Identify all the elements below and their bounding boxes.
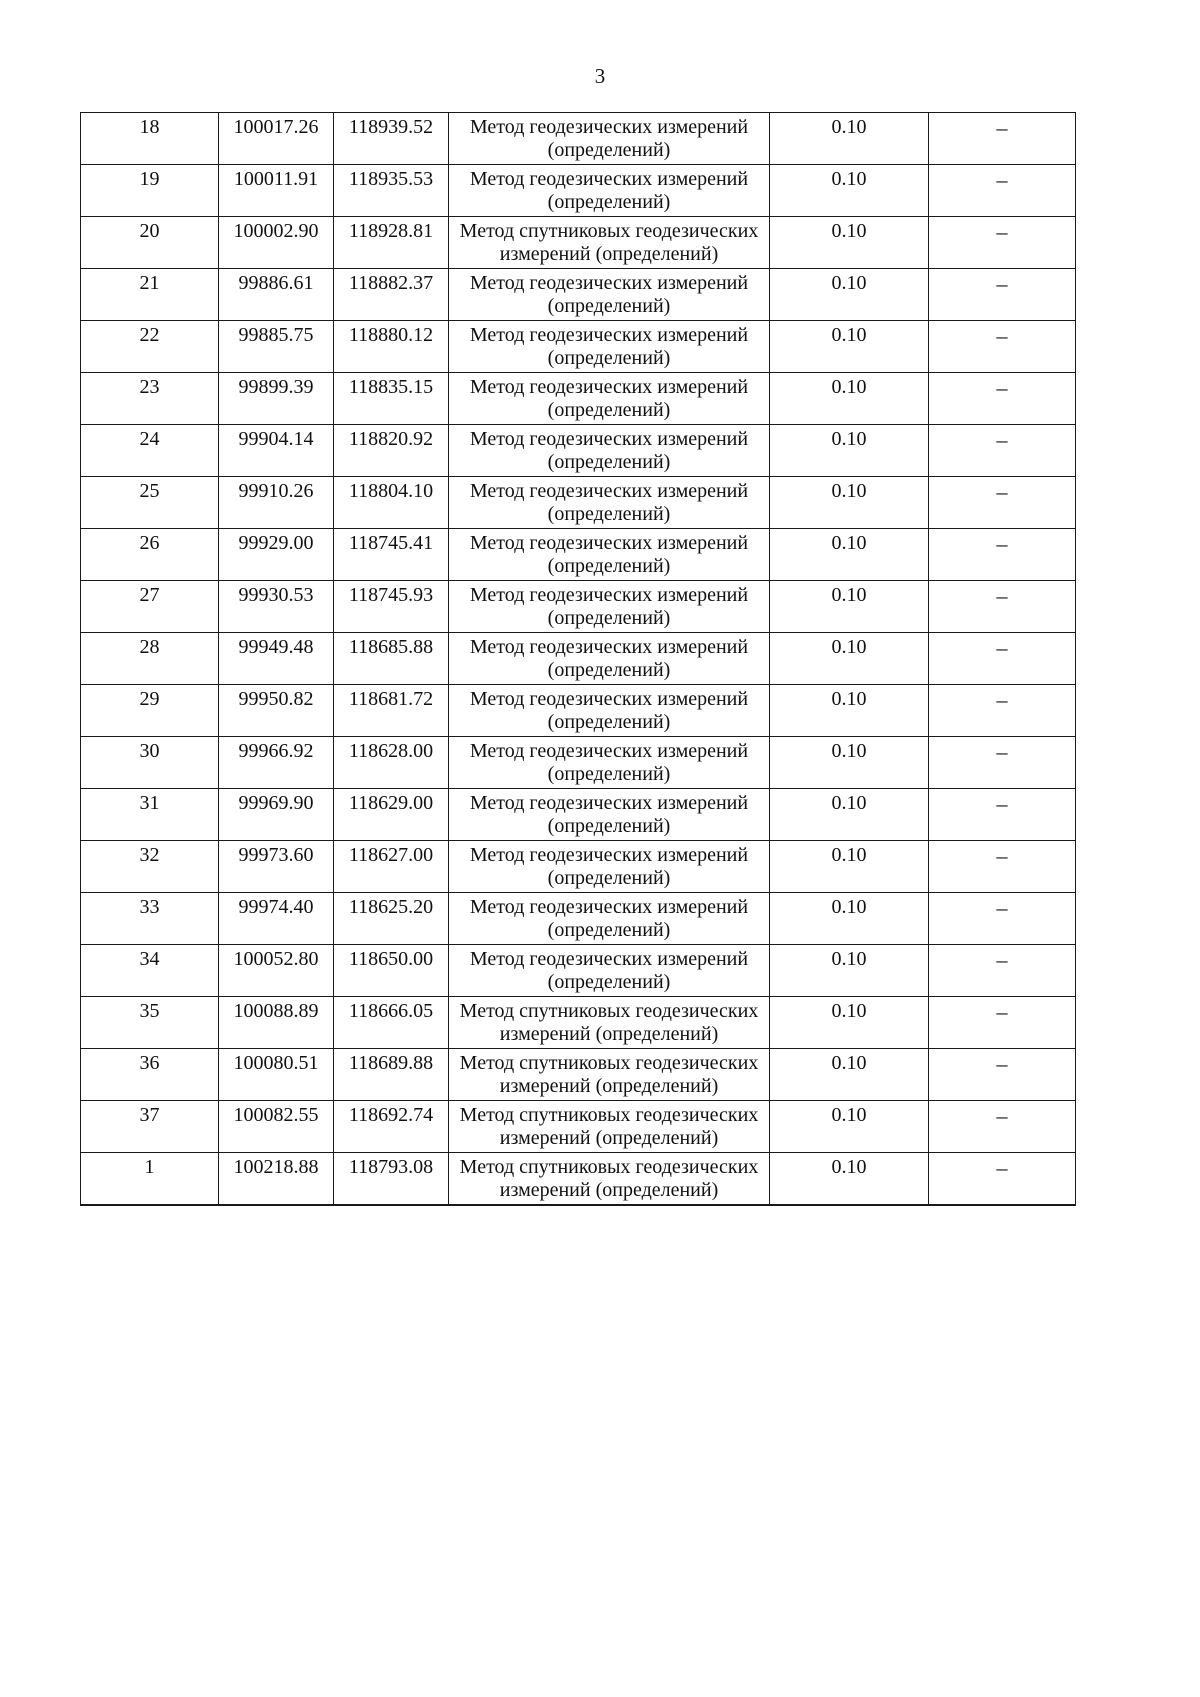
- note-cell: –: [929, 113, 1076, 165]
- y-coordinate-cell: 118650.00: [334, 945, 449, 997]
- table-body: [81, 113, 1076, 1206]
- point-number-cell: 36: [81, 1049, 219, 1101]
- method-cell: Метод спутниковых геодезических измерений (определений): [449, 1153, 770, 1206]
- accuracy-cell: 0.10: [770, 113, 929, 165]
- method-cell: Метод спутниковых геодезических измерений (определений): [449, 1049, 770, 1101]
- y-coordinate-cell: 118681.72: [334, 685, 449, 737]
- y-coordinate-cell: 118745.41: [334, 529, 449, 581]
- accuracy-cell: 0.10: [770, 1101, 929, 1153]
- method-cell: Метод геодезических измерений (определений): [449, 321, 770, 373]
- x-coordinate-cell: 99949.48: [219, 633, 334, 685]
- note-cell: –: [929, 893, 1076, 945]
- table-row: [81, 945, 1076, 997]
- accuracy-cell: 0.10: [770, 529, 929, 581]
- table-row: [81, 893, 1076, 945]
- point-number-cell: 30: [81, 737, 219, 789]
- y-coordinate-cell: 118745.93: [334, 581, 449, 633]
- point-number-cell: 31: [81, 789, 219, 841]
- accuracy-cell: 0.10: [770, 841, 929, 893]
- note-cell: –: [929, 321, 1076, 373]
- table-row: [81, 581, 1076, 633]
- x-coordinate-cell: 99966.92: [219, 737, 334, 789]
- y-coordinate-cell: 118804.10: [334, 477, 449, 529]
- method-cell: Метод геодезических измерений (определений): [449, 945, 770, 997]
- y-coordinate-cell: 118627.00: [334, 841, 449, 893]
- accuracy-cell: 0.10: [770, 737, 929, 789]
- table-row: [81, 321, 1076, 373]
- table-row: [81, 269, 1076, 321]
- x-coordinate-cell: 100088.89: [219, 997, 334, 1049]
- method-cell: Метод спутниковых геодезических измерений (определений): [449, 997, 770, 1049]
- note-cell: –: [929, 789, 1076, 841]
- x-coordinate-cell: 99930.53: [219, 581, 334, 633]
- point-number-cell: 29: [81, 685, 219, 737]
- note-cell: –: [929, 269, 1076, 321]
- x-coordinate-cell: 100002.90: [219, 217, 334, 269]
- x-coordinate-cell: 100082.55: [219, 1101, 334, 1153]
- point-number-cell: 22: [81, 321, 219, 373]
- accuracy-cell: 0.10: [770, 425, 929, 477]
- point-number-cell: 19: [81, 165, 219, 217]
- y-coordinate-cell: 118692.74: [334, 1101, 449, 1153]
- method-cell: Метод геодезических измерений (определений): [449, 685, 770, 737]
- coordinates-table: [80, 112, 1076, 1206]
- accuracy-cell: 0.10: [770, 269, 929, 321]
- method-cell: Метод геодезических измерений (определений): [449, 633, 770, 685]
- accuracy-cell: 0.10: [770, 1049, 929, 1101]
- x-coordinate-cell: 99885.75: [219, 321, 334, 373]
- point-number-cell: 20: [81, 217, 219, 269]
- table-row: [81, 685, 1076, 737]
- table-row: [81, 841, 1076, 893]
- note-cell: –: [929, 1153, 1076, 1206]
- point-number-cell: 27: [81, 581, 219, 633]
- note-cell: –: [929, 945, 1076, 997]
- x-coordinate-cell: 100017.26: [219, 113, 334, 165]
- note-cell: –: [929, 477, 1076, 529]
- note-cell: –: [929, 581, 1076, 633]
- point-number-cell: 24: [81, 425, 219, 477]
- note-cell: –: [929, 841, 1076, 893]
- method-cell: Метод спутниковых геодезических измерений (определений): [449, 1101, 770, 1153]
- note-cell: –: [929, 373, 1076, 425]
- note-cell: –: [929, 685, 1076, 737]
- y-coordinate-cell: 118939.52: [334, 113, 449, 165]
- note-cell: –: [929, 633, 1076, 685]
- y-coordinate-cell: 118625.20: [334, 893, 449, 945]
- accuracy-cell: 0.10: [770, 477, 929, 529]
- table-row: [81, 373, 1076, 425]
- table-row: [81, 477, 1076, 529]
- accuracy-cell: 0.10: [770, 321, 929, 373]
- note-cell: –: [929, 1049, 1076, 1101]
- table-row: [81, 217, 1076, 269]
- x-coordinate-cell: 99899.39: [219, 373, 334, 425]
- method-cell: Метод геодезических измерений (определений): [449, 529, 770, 581]
- method-cell: Метод геодезических измерений (определений): [449, 425, 770, 477]
- note-cell: –: [929, 1101, 1076, 1153]
- accuracy-cell: 0.10: [770, 945, 929, 997]
- table-row: [81, 165, 1076, 217]
- point-number-cell: 28: [81, 633, 219, 685]
- table-row: [81, 1049, 1076, 1101]
- method-cell: Метод геодезических измерений (определений): [449, 581, 770, 633]
- y-coordinate-cell: 118685.88: [334, 633, 449, 685]
- point-number-cell: 1: [81, 1153, 219, 1206]
- y-coordinate-cell: 118666.05: [334, 997, 449, 1049]
- accuracy-cell: 0.10: [770, 217, 929, 269]
- table-row: [81, 737, 1076, 789]
- x-coordinate-cell: 100218.88: [219, 1153, 334, 1206]
- y-coordinate-cell: 118628.00: [334, 737, 449, 789]
- table-row: [81, 529, 1076, 581]
- point-number-cell: 18: [81, 113, 219, 165]
- table-row: [81, 633, 1076, 685]
- note-cell: –: [929, 997, 1076, 1049]
- method-cell: Метод геодезических измерений (определений): [449, 477, 770, 529]
- table-row: [81, 1101, 1076, 1153]
- note-cell: –: [929, 425, 1076, 477]
- method-cell: Метод спутниковых геодезических измерений (определений): [449, 217, 770, 269]
- y-coordinate-cell: 118820.92: [334, 425, 449, 477]
- x-coordinate-cell: 99974.40: [219, 893, 334, 945]
- note-cell: –: [929, 529, 1076, 581]
- table-row: [81, 113, 1076, 165]
- accuracy-cell: 0.10: [770, 997, 929, 1049]
- method-cell: Метод геодезических измерений (определений): [449, 269, 770, 321]
- accuracy-cell: 0.10: [770, 789, 929, 841]
- table-row: [81, 425, 1076, 477]
- y-coordinate-cell: 118689.88: [334, 1049, 449, 1101]
- x-coordinate-cell: 99904.14: [219, 425, 334, 477]
- x-coordinate-cell: 99950.82: [219, 685, 334, 737]
- point-number-cell: 26: [81, 529, 219, 581]
- point-number-cell: 23: [81, 373, 219, 425]
- accuracy-cell: 0.10: [770, 893, 929, 945]
- point-number-cell: 21: [81, 269, 219, 321]
- point-number-cell: 33: [81, 893, 219, 945]
- accuracy-cell: 0.10: [770, 373, 929, 425]
- method-cell: Метод геодезических измерений (определений): [449, 789, 770, 841]
- note-cell: –: [929, 737, 1076, 789]
- y-coordinate-cell: 118835.15: [334, 373, 449, 425]
- y-coordinate-cell: 118935.53: [334, 165, 449, 217]
- point-number-cell: 37: [81, 1101, 219, 1153]
- page-number: 3: [594, 64, 606, 88]
- table-row: [81, 789, 1076, 841]
- accuracy-cell: 0.10: [770, 165, 929, 217]
- accuracy-cell: 0.10: [770, 633, 929, 685]
- point-number-cell: 34: [81, 945, 219, 997]
- method-cell: Метод геодезических измерений (определений): [449, 373, 770, 425]
- method-cell: Метод геодезических измерений (определений): [449, 165, 770, 217]
- x-coordinate-cell: 99973.60: [219, 841, 334, 893]
- y-coordinate-cell: 118882.37: [334, 269, 449, 321]
- method-cell: Метод геодезических измерений (определений): [449, 893, 770, 945]
- method-cell: Метод геодезических измерений (определений): [449, 841, 770, 893]
- y-coordinate-cell: 118928.81: [334, 217, 449, 269]
- y-coordinate-cell: 118880.12: [334, 321, 449, 373]
- point-number-cell: 35: [81, 997, 219, 1049]
- y-coordinate-cell: 118629.00: [334, 789, 449, 841]
- x-coordinate-cell: 100011.91: [219, 165, 334, 217]
- x-coordinate-cell: 100080.51: [219, 1049, 334, 1101]
- table-row: [81, 1153, 1076, 1206]
- point-number-cell: 32: [81, 841, 219, 893]
- method-cell: Метод геодезических измерений (определений): [449, 737, 770, 789]
- accuracy-cell: 0.10: [770, 581, 929, 633]
- x-coordinate-cell: 99929.00: [219, 529, 334, 581]
- note-cell: –: [929, 217, 1076, 269]
- y-coordinate-cell: 118793.08: [334, 1153, 449, 1206]
- accuracy-cell: 0.10: [770, 685, 929, 737]
- note-cell: –: [929, 165, 1076, 217]
- table-row: [81, 997, 1076, 1049]
- x-coordinate-cell: 100052.80: [219, 945, 334, 997]
- x-coordinate-cell: 99886.61: [219, 269, 334, 321]
- accuracy-cell: 0.10: [770, 1153, 929, 1206]
- x-coordinate-cell: 99969.90: [219, 789, 334, 841]
- x-coordinate-cell: 99910.26: [219, 477, 334, 529]
- method-cell: Метод геодезических измерений (определений): [449, 113, 770, 165]
- point-number-cell: 25: [81, 477, 219, 529]
